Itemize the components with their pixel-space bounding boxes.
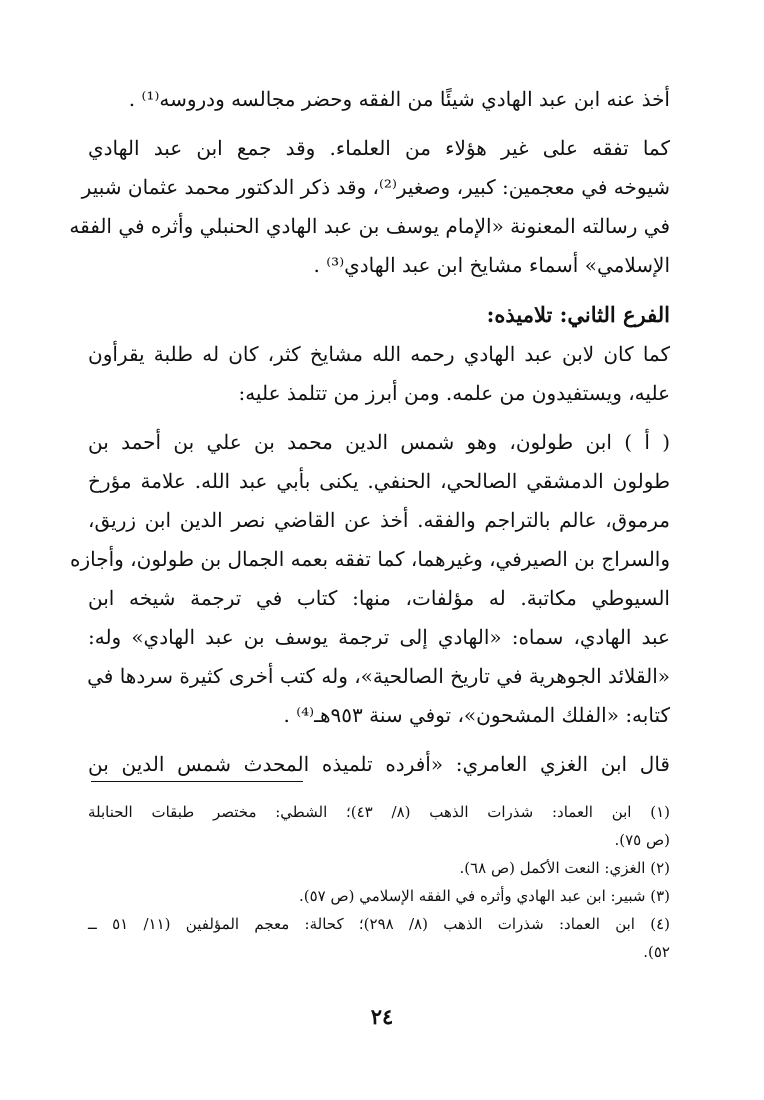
- text-line: قال ابن الغزي العامري: «أفرده تلميذه المحدث شمس الدين بن: [88, 752, 670, 776]
- footnote-line: (٢) الغزي: النعت الأكمل (ص ٦٨).: [459, 859, 670, 877]
- paragraph: [70, 423, 670, 735]
- text-line: الإسلامي» أسماء مشايخ ابن عبد الهادي⁽³⁾ .: [313, 253, 670, 277]
- text-line: عليه، ويستفيدون من علمه. ومن أبرز من تتلمذ عليه:: [238, 381, 670, 405]
- paragraph: [88, 80, 670, 119]
- footnote: [88, 882, 670, 910]
- footnotes: [88, 798, 670, 966]
- text-line: طولون الدمشقي الصالحي، الحنفي. يكنى بأبي عبد الله. علامة مؤرخ: [88, 469, 670, 493]
- text-line: شيوخه في معجمين: كبير، وصغير⁽²⁾، وقد ذكر الدكتور محمد عثمان شبير: [81, 175, 670, 199]
- text-line: مرموق، عالم بالتراجم والفقه. أخذ عن القاضي نصر الدين ابن زريق،: [88, 508, 670, 532]
- section-heading: الفرع الثاني: تلاميذه:: [486, 302, 670, 327]
- footnote-line: (ص ٧٥).: [614, 831, 670, 849]
- text-line: عبد الهادي، سماه: «الهادي إلى ترجمة يوسف بن عبد الهادي» وله:: [88, 625, 670, 649]
- footnote-line: (٣) شبير: ابن عبد الهادي وأثره في الفقه الإسلامي (ص ٥٧).: [298, 887, 670, 905]
- text-line: في رسالته المعنونة «الإمام يوسف بن عبد الهادي الحنبلي وأثره في الفقه: [69, 214, 670, 238]
- main-text: [69, 80, 670, 784]
- footnote: [88, 798, 670, 854]
- footnote: [88, 854, 670, 882]
- footnote-separator: [91, 781, 303, 782]
- footnote: [88, 910, 670, 966]
- text-line: والسراج بن الصيرفي، وغيرهما، كما تفقه بعمه الجمال بن طولون، وأجازه: [70, 547, 670, 571]
- text-line: كما كان لابن عبد الهادي رحمه الله مشايخ كثر، كان له طلبة يقرأون: [88, 342, 670, 366]
- text-line: «القلائد الجوهرية في تاريخ الصالحية»، وله كتب أخرى كثيرة سردها في: [87, 664, 670, 688]
- text-line: أخذ عنه ابن عبد الهادي شيئًا من الفقه وحضر مجالسه ودروسه⁽¹⁾ .: [128, 87, 670, 111]
- text-line: ( أ ) ابن طولون، وهو شمس الدين محمد بن علي بن أحمد بن: [88, 430, 670, 454]
- footnote-line: ٥٢).: [643, 943, 670, 961]
- paragraph: [88, 745, 670, 784]
- paragraph: [69, 129, 670, 285]
- footnote-line: (١) ابن العماد: شذرات الذهب (٨/ ٤٣)؛ الشطي: مختصر طبقات الحنابلة: [88, 803, 671, 821]
- text-line: السيوطي مكاتبة. له مؤلفات، منها: كتاب في ترجمة شيخه ابن: [88, 586, 670, 610]
- footnote-line: (٤) ابن العماد: شذرات الذهب (٨/ ٢٩٨)؛ كحالة: معجم المؤلفين (١١/ ٥١ ــ: [88, 915, 671, 933]
- text-line: كتابه: «الفلك المشحون»، توفي سنة ٩٥٣هـ⁽⁴⁾ .: [283, 703, 670, 727]
- paragraph: [88, 335, 670, 413]
- text-line: كما تفقه على غير هؤلاء من العلماء. وقد جمع ابن عبد الهادي: [88, 136, 670, 160]
- page-number: ٢٤: [370, 1004, 394, 1029]
